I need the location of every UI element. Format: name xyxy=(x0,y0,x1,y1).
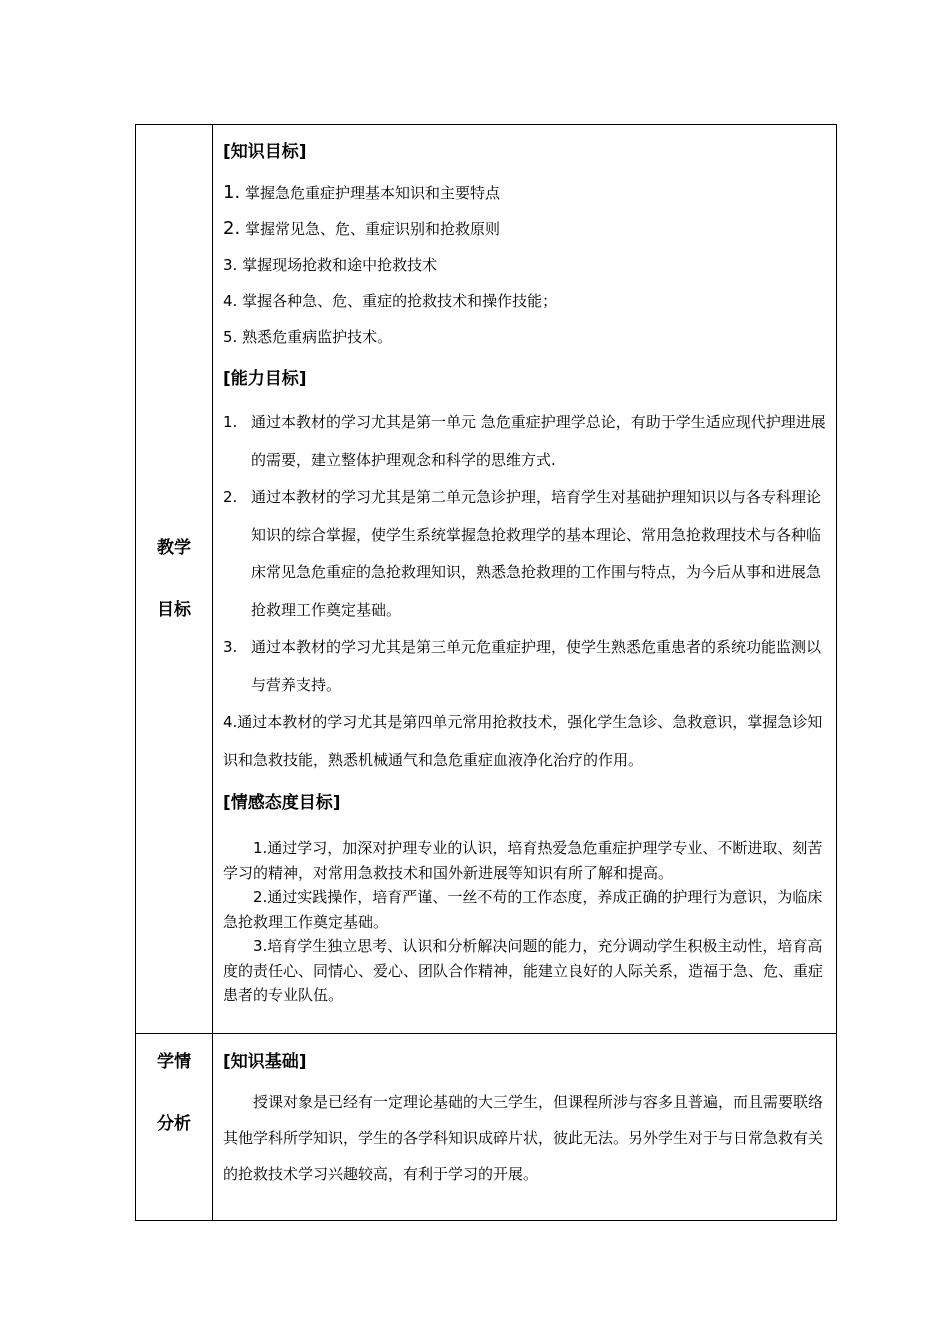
list-item: 4. 掌握各种急、危、重症的抢救技术和操作技能； xyxy=(223,292,558,310)
student-analysis-content xyxy=(213,1034,837,1221)
knowledge-goals-list xyxy=(223,175,830,355)
student-analysis-label-cell xyxy=(136,1034,213,1221)
teaching-goals-label-cell xyxy=(136,125,213,1034)
teaching-goals-row xyxy=(136,125,837,1034)
list-item: 4.通过本教材的学习尤其是第四单元常用抢救技术，强化学生急诊、急救意识，掌握急诊知识和急救技能，熟悉机械通气和急危重症血液净化治疗的作用。 xyxy=(223,713,823,769)
ability-goals-list xyxy=(223,404,830,779)
student-analysis-row xyxy=(136,1034,837,1221)
list-item: 3. 通过本教材的学习尤其是第三单元危重症护理，使学生熟悉危重患者的系统功能监测以与营养支持。 xyxy=(223,638,822,694)
emotion-goals-list xyxy=(223,836,830,1008)
knowledge-goals-heading: [知识目标] xyxy=(223,142,307,162)
teaching-goals-content xyxy=(213,125,837,1034)
list-item: 2.通过实践操作，培育严谨、一丝不苟的工作态度，养成正确的护理行为意识，为临床急抢救理工作奠定基础。 xyxy=(223,888,823,931)
label-line: 目标 xyxy=(157,600,191,620)
list-item: 1. 掌握急危重症护理基本知识和主要特点 xyxy=(223,182,500,203)
list-item: 5. 熟悉危重病监护技术。 xyxy=(223,328,393,346)
student-analysis-label xyxy=(136,1050,212,1136)
label-line: 分析 xyxy=(157,1114,191,1134)
label-line: 教学 xyxy=(157,538,191,558)
list-item: 1.通过学习，加深对护理专业的认识，培育热爱急危重症护理学专业、不断进取、刻苦学习的精神，对常用急救技术和国外新进展等知识有所了解和提高。 xyxy=(223,839,823,882)
list-item: 1. 通过本教材的学习尤其是第一单元 急危重症护理学总论，有助于学生适应现代护理进展的需要，建立整体护理观念和科学的思维方式. xyxy=(223,413,826,469)
label-line: 学情 xyxy=(157,1052,191,1072)
lesson-plan-table xyxy=(135,124,837,1221)
list-item: 3.培育学生独立思考、认识和分析解决问题的能力，充分调动学生积极主动性，培育高度的责任心、同情心、爱心、团队合作精神，能建立良好的人际关系，造福于急、危、重症患者的专业队伍。 xyxy=(223,937,824,1004)
list-item: 3. 掌握现场抢救和途中抢救技术 xyxy=(223,256,438,274)
list-item: 2. 通过本教材的学习尤其是第二单元急诊护理，培育学生对基础护理知识以与各专科理论知识的综合掌握，使学生系统掌握急抢救理学的基本理论、常用急抢救理技术与各种临床常见急危重症的急抢救理知识，熟悉急抢救理的工作围与特点，为今后从事和进展急抢救理工作奠定基础。 xyxy=(223,488,822,619)
teaching-goals-label xyxy=(136,536,212,622)
knowledge-basis-heading: [知识基础] xyxy=(223,1052,307,1072)
knowledge-basis-text: 授课对象是已经有一定理论基础的大三学生，但课程所涉与容多且普遍，而且需要联络其他学科所学知识，学生的各学科知识成碎片状，彼此无法。另外学生对于与日常急救有关的抢救技术学习兴趣较高，有利于学习的开展。 xyxy=(223,1093,824,1183)
ability-goals-heading: [能力目标] xyxy=(223,369,307,389)
list-item: 2. 掌握常见急、危、重症识别和抢救原则 xyxy=(223,218,500,239)
emotion-goals-heading: [情感态度目标] xyxy=(223,793,341,813)
